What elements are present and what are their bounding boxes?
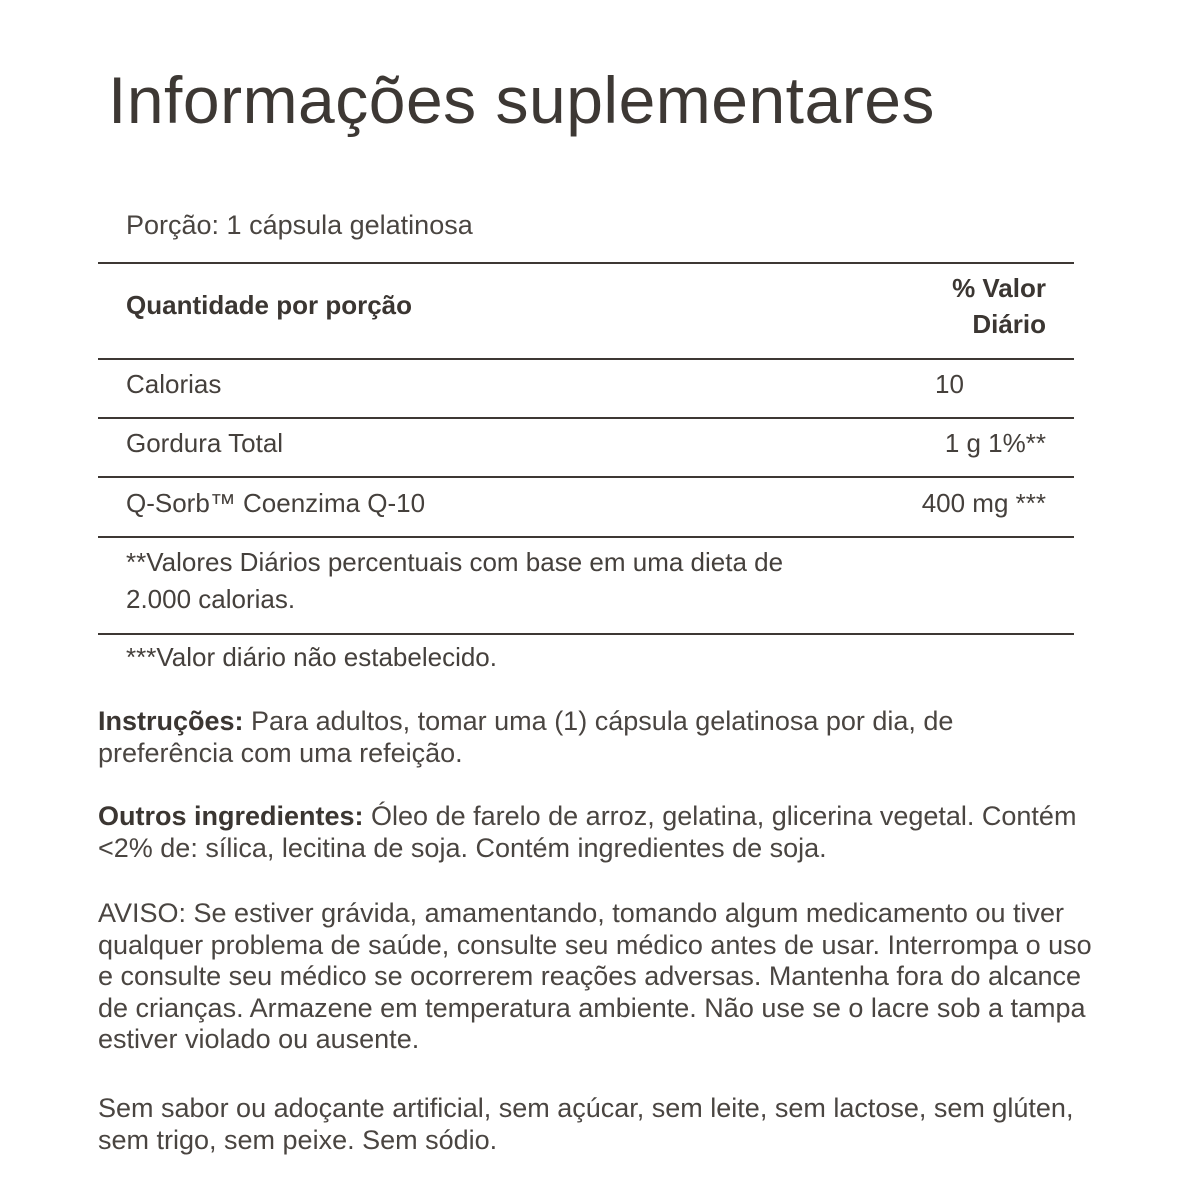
table-divider <box>98 358 1074 360</box>
warning-paragraph: AVISO: Se estiver grávida, amamentando, tomando algum medicamento ou tiver qualquer problema de saúde, consulte seu médico antes de usar. Interrompa o uso e consulte seu médico se ocorrerem reações adversas. Mantenha fora do alcance de crianças. Armazene em temperatura ambiente. Não use se o lacre sob a tampa estiver violado ou ausente. <box>98 898 1092 1054</box>
page-title: Informações suplementares <box>108 63 935 137</box>
free-from-paragraph: Sem sabor ou adoçante artificial, sem açúcar, sem leite, sem lactose, sem glúten, sem trigo, sem peixe. Sem sódio. <box>98 1093 1074 1155</box>
row-name-total-fat: Gordura Total <box>126 428 284 458</box>
row-value-calories: 10 <box>935 369 964 399</box>
instructions-label: Instruções: <box>98 706 244 736</box>
footnote-daily-values-line2: 2.000 calorias. <box>126 584 296 614</box>
table-top-divider <box>98 262 1074 264</box>
daily-value-header-line2: Diário <box>972 309 1046 339</box>
table-divider <box>98 536 1074 538</box>
footnote-daily-values-line1: **Valores Diários percentuais com base em uma dieta de <box>126 547 784 577</box>
ingredients-text: Óleo de farelo de arroz, gelatina, glicerina vegetal. Contém <2% de: sílica, lecitina de soja. Contém ingredientes de soja. <box>98 801 1077 863</box>
table-bottom-divider <box>98 633 1074 635</box>
daily-value-header-line1: % Valor <box>952 273 1046 303</box>
serving-size: Porção: 1 cápsula gelatinosa <box>126 210 473 240</box>
daily-value-header <box>952 270 1046 342</box>
instructions-paragraph <box>98 706 1088 769</box>
row-value-coq10: 400 mg *** <box>921 488 1046 518</box>
row-value-total-fat: 1 g 1%** <box>944 428 1046 458</box>
footnote-daily-values <box>126 544 783 618</box>
amount-per-serving-header: Quantidade por porção <box>126 290 413 320</box>
instructions-text: Para adultos, tomar uma (1) cápsula gelatinosa por dia, de preferência com uma refeição. <box>98 706 954 768</box>
ingredients-paragraph <box>98 801 1088 864</box>
table-divider <box>98 476 1074 478</box>
row-name-coq10: Q-Sorb™ Coenzima Q-10 <box>126 488 426 518</box>
row-name-calories: Calorias <box>126 369 222 399</box>
ingredients-label: Outros ingredientes: <box>98 801 364 831</box>
table-divider <box>98 417 1074 419</box>
footnote-not-established: ***Valor diário não estabelecido. <box>126 642 497 672</box>
